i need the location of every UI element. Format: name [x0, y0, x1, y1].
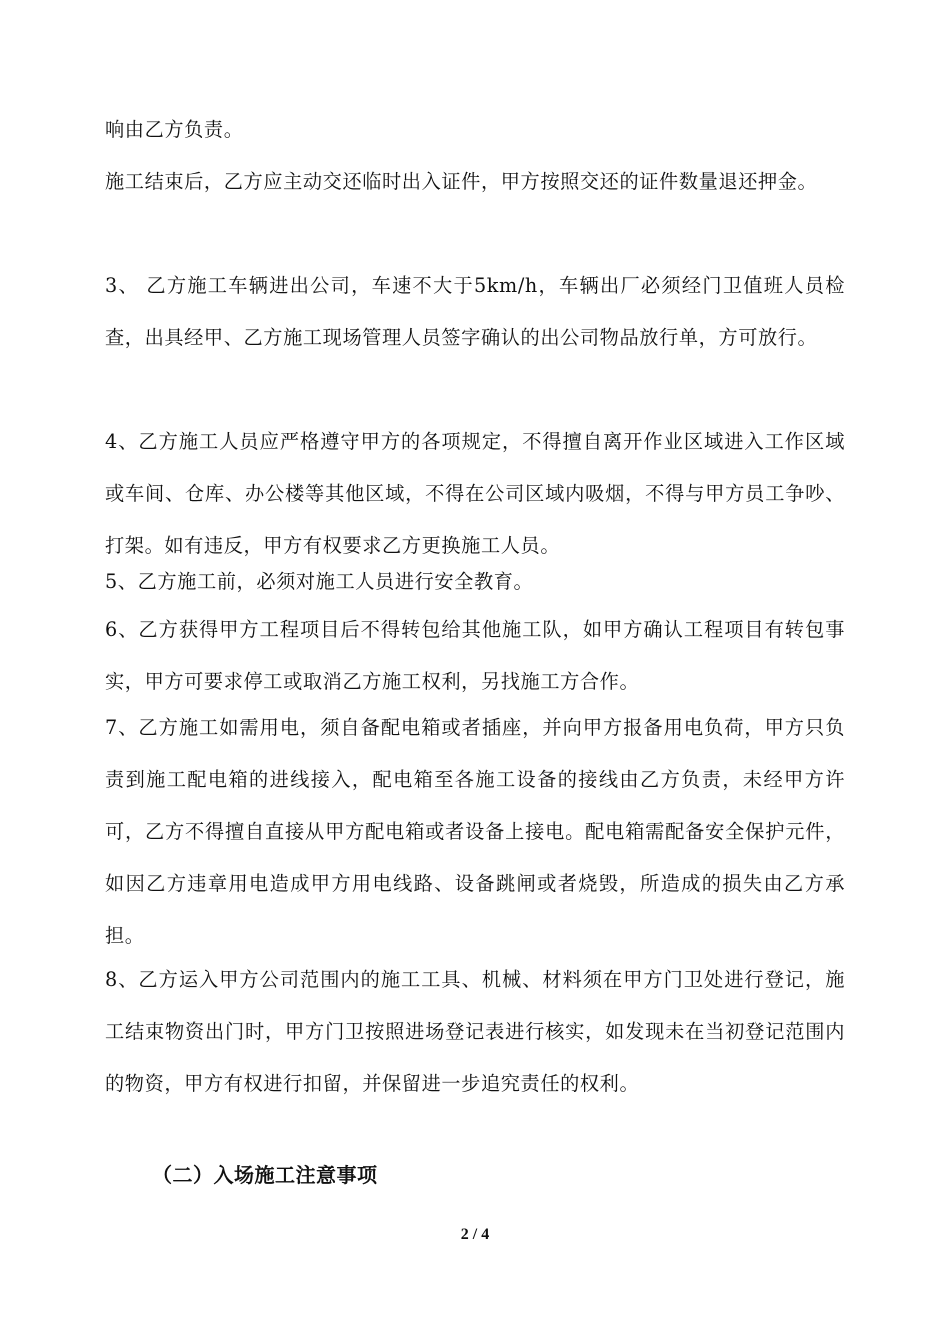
- paragraph-return-pass: 施工结束后，乙方应主动交还临时出入证件，甲方按照交还的证件数量退还押金。: [105, 170, 818, 193]
- paragraph-item-5: 5、乙方施工前，必须对施工人员进行安全教育。: [105, 570, 534, 593]
- paragraph-item-8: 8、乙方运入甲方公司范围内的施工工具、机械、材料须在甲方门卫处进行登记，施工结束物资出门时，甲方门卫按照进场登记表进行核实，如发现未在当初登记范围内的物资，甲方有权进行扣留，并保留进一步追究责任的权利。: [105, 968, 845, 1095]
- paragraph-item-7: 7、乙方施工如需用电，须自备配电箱或者插座，并向甲方报备用电负荷，甲方只负责到施工配电箱的进线接入，配电箱至各施工设备的接线由乙方负责，未经甲方许可，乙方不得擅自直接从甲方配电箱或者设备上接电。配电箱需配备安全保护元件，如因乙方违章用电造成甲方用电线路、设备跳闸或者烧毁，所造成的损失由乙方承担。: [105, 716, 845, 947]
- paragraph-item-3: 3、 乙方施工车辆进出公司，车速不大于5km/h，车辆出厂必须经门卫值班人员检查，出具经甲、乙方施工现场管理人员签字确认的出公司物品放行单，方可放行。: [105, 274, 845, 349]
- page-number: 2 / 4: [460, 1226, 490, 1243]
- paragraph-item-4: 4、乙方施工人员应严格遵守甲方的各项规定，不得擅自离开作业区域进入工作区域或车间、仓库、办公楼等其他区域，不得在公司区域内吸烟，不得与甲方员工争吵、打架。如有违反，甲方有权要求乙方更换施工人员。: [105, 430, 845, 557]
- section-heading: （二）入场施工注意事项: [152, 1163, 378, 1187]
- paragraph-item-6: 6、乙方获得甲方工程项目后不得转包给其他施工队，如甲方确认工程项目有转包事实，甲方可要求停工或取消乙方施工权利，另找施工方合作。: [105, 618, 845, 693]
- paragraph-continuation: 响由乙方负责。: [105, 118, 244, 141]
